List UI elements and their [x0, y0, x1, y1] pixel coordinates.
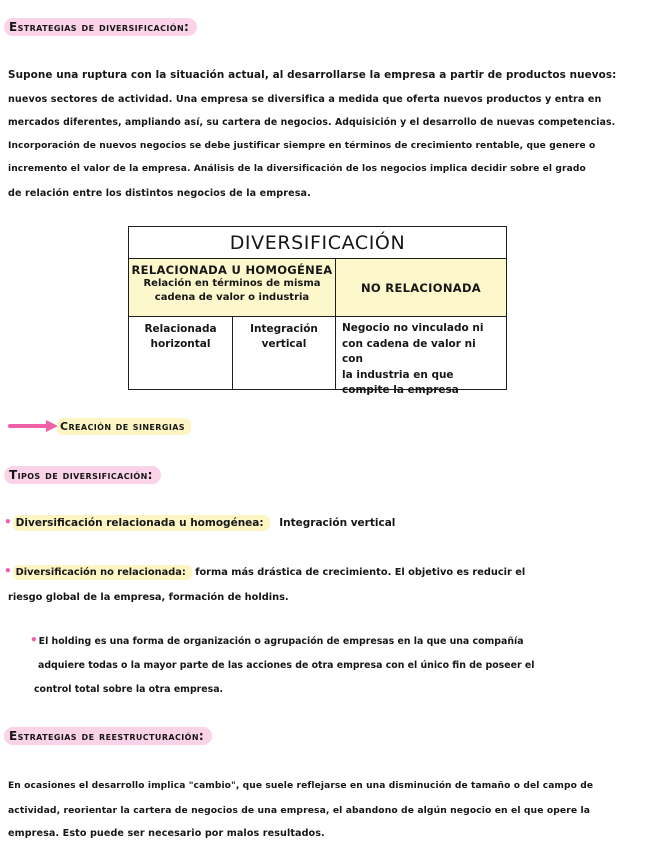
holding-item: [30, 633, 524, 647]
diversification-table: [128, 226, 507, 396]
unrelated-line: la industria en que: [342, 368, 454, 381]
vertical-cell: [233, 317, 336, 389]
holding-line-3: control total sobre la otra empresa.: [34, 684, 224, 695]
related-text: Integración vertical: [279, 517, 396, 529]
unrelated-line: con cadena de valor ni con: [342, 337, 476, 365]
paragraph-line: mercados diferentes, ampliando así, su cartera de negocios. Adquisición y el desarrollo de nuevas competencias.: [8, 117, 616, 128]
paragraph-line: En ocasiones el desarrollo implica "cambio", que suele reflejarse en una disminución de tamaño o del campo de: [8, 781, 594, 791]
unrelated-text-1: forma más drástica de crecimiento. El objetivo es reducir el: [195, 567, 526, 578]
holding-line-2: adquiere todas o la mayor parte de las acciones de otra empresa con el único fin de poseer el: [38, 660, 535, 671]
related-subtitle-2: cadena de valor o industria: [154, 292, 310, 303]
heading-highlight: [4, 727, 212, 745]
paragraph-line: nuevos sectores de actividad. Una empresa se diversifica a medida que oferta nuevos productos y entra en: [8, 93, 602, 105]
horizontal-line-1: Relacionada: [144, 323, 217, 335]
horizontal-line-2: horizontal: [150, 338, 211, 350]
vertical-line-1: Integración: [250, 323, 318, 335]
diversification-paragraph: [8, 64, 653, 205]
paragraph-line: empresa. Esto puede ser necesario por malos resultados.: [8, 828, 325, 839]
bullet-dot-icon: •: [4, 515, 12, 529]
holding-line-1: El holding es una forma de organización o agrupación de empresas en la que una compañía: [38, 636, 524, 647]
unrelated-header-cell: [336, 259, 506, 316]
unrelated-label: Diversificación no relacionada:: [15, 567, 186, 578]
unrelated-line: compite la empresa: [342, 384, 459, 396]
horizontal-cell: [129, 317, 233, 389]
diversification-types-heading: [4, 466, 161, 484]
related-label-highlight: [13, 515, 270, 531]
paragraph-line: actividad, reorientar la cartera de negocios de una empresa, el abandono de algún negocio en el que opere la: [8, 804, 591, 816]
heading-text: Estrategias de diversificación:: [9, 20, 190, 34]
related-diversification-item: [4, 515, 395, 531]
bullet-dot-icon: •: [30, 633, 38, 647]
bullet-dot-icon: •: [4, 564, 12, 578]
heading-text: Estrategias de reestructuración:: [9, 729, 205, 743]
unrelated-diversification-item: [4, 564, 525, 580]
related-header: RELACIONADA U HOMOGÉNEA: [131, 263, 333, 277]
restructuring-strategies-heading: [4, 727, 212, 745]
heading-highlight: [4, 466, 161, 484]
restructuring-paragraph: [8, 775, 653, 846]
unrelated-label-highlight: [13, 565, 192, 580]
unrelated-line: Negocio no vinculado ni: [342, 322, 484, 334]
synergy-text: Creación de sinergias: [60, 420, 185, 433]
related-subtitle-1: Relación en términos de misma: [143, 278, 321, 289]
related-header-cell: [129, 259, 336, 316]
related-label: Diversificación relacionada u homogénea:: [15, 517, 264, 529]
arrow-right-icon: [8, 418, 60, 434]
table-body-row: [129, 317, 506, 396]
table-title: DIVERSIFICACIÓN: [129, 227, 506, 259]
unrelated-cell: [336, 317, 506, 396]
synergy-note: [57, 418, 191, 435]
heading-text: Tipos de diversificación:: [9, 468, 153, 482]
paragraph-line: de relación entre los distintos negocios de la empresa.: [8, 187, 311, 199]
vertical-line-2: vertical: [261, 338, 307, 350]
diversification-strategies-heading: [4, 18, 197, 36]
paragraph-line: incremento el valor de la empresa. Análisis de la diversificación de los negocios implica decidir sobre el grado: [8, 164, 586, 174]
synergy-highlight: [57, 418, 191, 435]
heading-highlight: [4, 18, 197, 36]
unrelated-text-2: riesgo global de la empresa, formación de holdins.: [8, 592, 289, 603]
unrelated-header: NO RELACIONADA: [360, 280, 481, 295]
paragraph-line: Supone una ruptura con la situación actual, al desarrollarse la empresa a partir de productos nuevos:: [8, 69, 617, 81]
paragraph-line: Incorporación de nuevos negocios se debe justificar siempre en términos de crecimiento rentable, que genere o: [8, 140, 596, 151]
table-header-row: [129, 259, 506, 317]
